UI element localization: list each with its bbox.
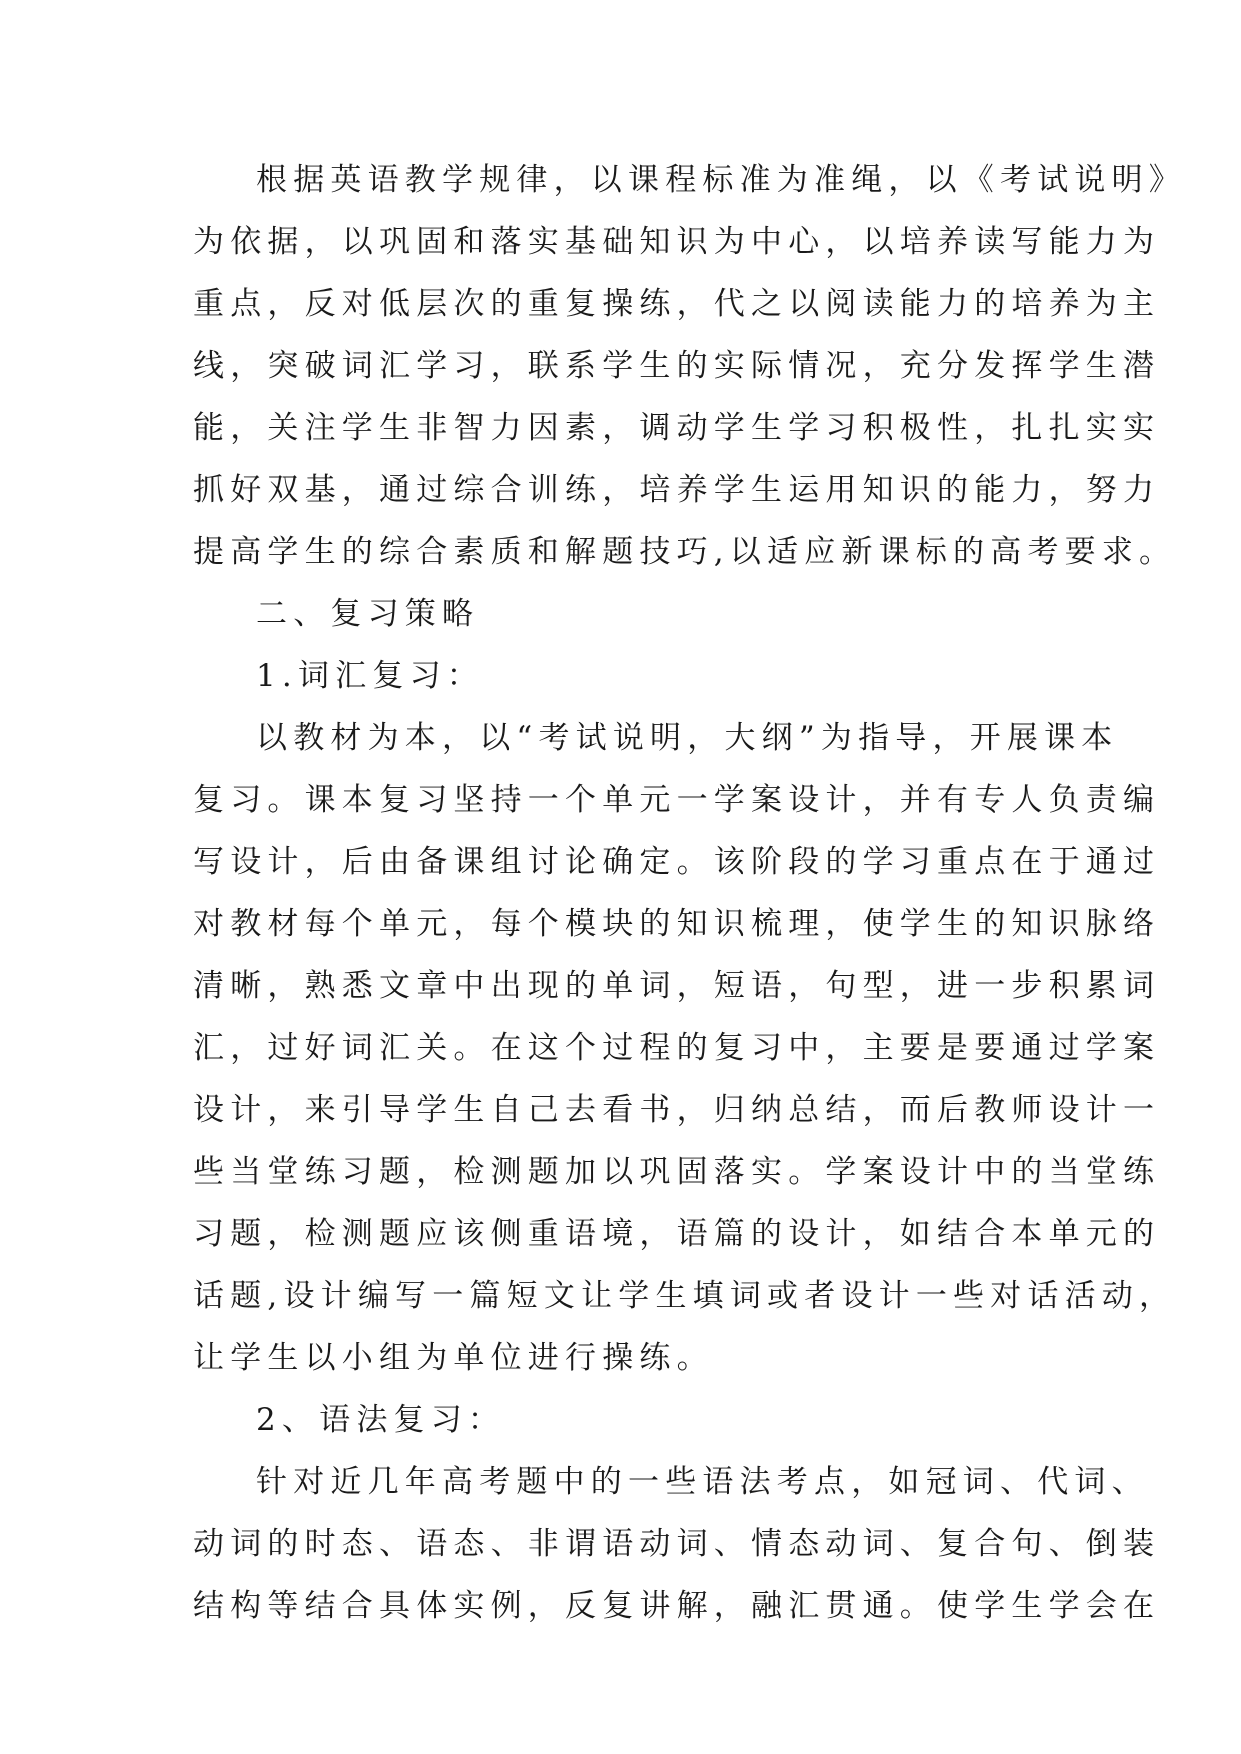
paragraph-line: 线，突破词汇学习，联系学生的实际情况，充分发挥学生潜 — [193, 348, 1161, 384]
paragraph-line: 提高学生的综合素质和解题技巧,以适应新课标的高考要求。 — [193, 534, 1177, 570]
paragraph-line: 写设计，后由备课组讨论确定。该阶段的学习重点在于通过 — [193, 844, 1161, 880]
paragraph-line: 以教材为本，以“考试说明，大纲”为指导，开展课本 — [256, 720, 1119, 756]
section-heading: 二、复习策略 — [256, 596, 480, 632]
paragraph-line: 让学生以小组为单位进行操练。 — [193, 1340, 714, 1376]
paragraph-line: 习题，检测题应该侧重语境，语篇的设计，如结合本单元的 — [193, 1216, 1161, 1252]
paragraph-line: 能，关注学生非智力因素，调动学生学习积极性，扎扎实实 — [193, 410, 1161, 446]
paragraph-line: 汇，过好词汇关。在这个过程的复习中，主要是要通过学案 — [193, 1030, 1161, 1066]
paragraph-line: 结构等结合具体实例，反复讲解，融汇贯通。使学生学会在 — [193, 1588, 1161, 1624]
paragraph-line: 动词的时态、语态、非谓语动词、情态动词、复合句、倒装 — [193, 1526, 1161, 1562]
paragraph-line: 话题,设计编写一篇短文让学生填词或者设计一些对话活动， — [193, 1278, 1177, 1314]
paragraph-line: 些当堂练习题，检测题加以巩固落实。学案设计中的当堂练 — [193, 1154, 1161, 1190]
paragraph-line: 对教材每个单元，每个模块的知识梳理，使学生的知识脉络 — [193, 906, 1161, 942]
paragraph-line: 设计，来引导学生自己去看书，归纳总结，而后教师设计一 — [193, 1092, 1161, 1128]
subsection-heading: 2、语法复习： — [256, 1402, 506, 1438]
paragraph-line: 根据英语教学规律，以课程标准为准绳，以《考试说明》 — [256, 162, 1186, 198]
subsection-heading: 1.词汇复习： — [256, 658, 484, 694]
paragraph-line: 为依据，以巩固和落实基础知识为中心，以培养读写能力为 — [193, 224, 1161, 260]
paragraph-line: 重点，反对低层次的重复操练，代之以阅读能力的培养为主 — [193, 286, 1161, 322]
paragraph-line: 针对近几年高考题中的一些语法考点，如冠词、代词、 — [256, 1464, 1149, 1500]
paragraph-line: 清晰，熟悉文章中出现的单词，短语，句型，进一步积累词 — [193, 968, 1161, 1004]
paragraph-line: 复习。课本复习坚持一个单元一学案设计，并有专人负责编 — [193, 782, 1161, 818]
paragraph-line: 抓好双基，通过综合训练，培养学生运用知识的能力，努力 — [193, 472, 1161, 508]
